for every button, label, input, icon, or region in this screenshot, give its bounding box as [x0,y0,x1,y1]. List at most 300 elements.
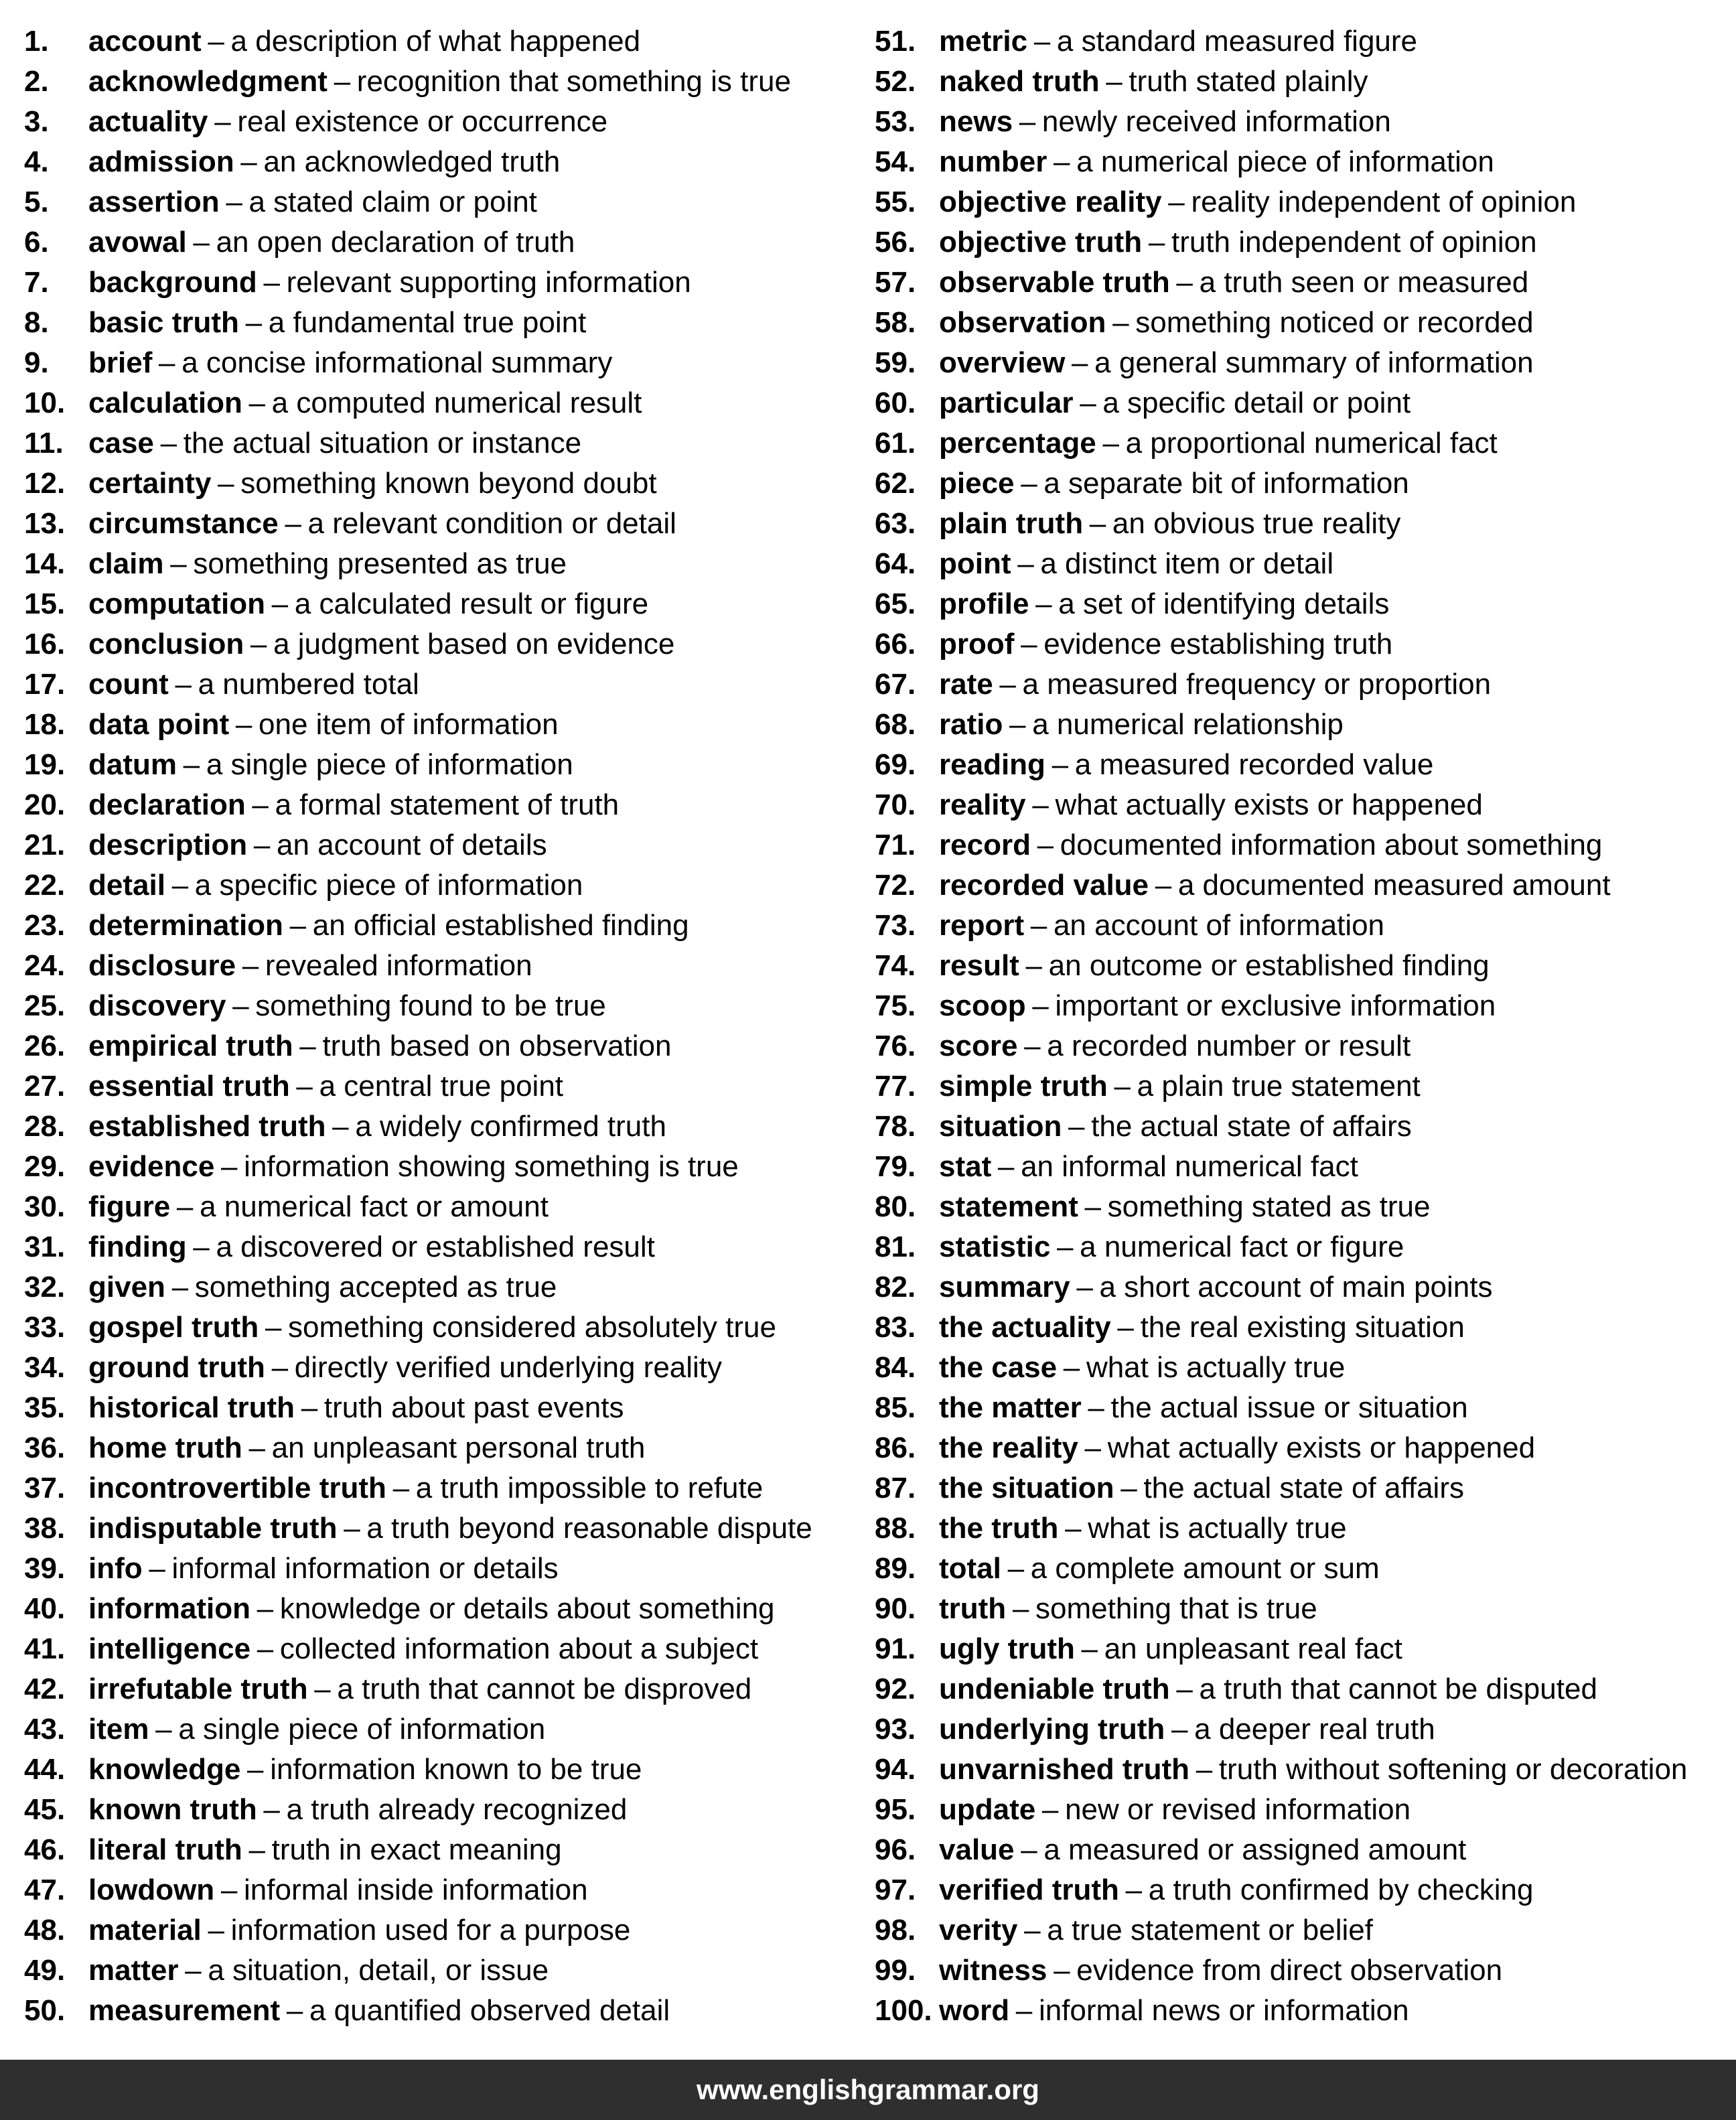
entry-text [88,142,560,182]
entry-number: 7. [24,266,49,299]
entry-term: summary [939,1271,1070,1303]
entry-number: 72. [875,869,916,902]
entry-term: determination [88,909,283,942]
entry-number: 41. [24,1632,66,1665]
entry-separator: – [1171,1713,1188,1746]
entry-definition: evidence establishing truth [1043,628,1393,660]
entry-text [939,825,1602,865]
entry-number: 22. [24,869,66,902]
word-entry [24,1508,861,1549]
entry-text [939,1107,1412,1147]
entry-definition: a measured recorded value [1074,748,1434,781]
entry-term: reading [939,748,1045,781]
left-word-list [24,21,861,2031]
word-entry [875,986,1732,1026]
word-entry [875,1187,1732,1227]
entry-text [88,1870,588,1910]
entry-definition: evidence from direct observation [1076,1954,1503,1987]
entry-separator: – [392,1472,410,1504]
word-entry [875,1910,1732,1951]
entry-separator: – [257,1632,274,1665]
entry-definition: something stated as true [1107,1190,1431,1223]
entry-definition: something noticed or recorded [1135,306,1534,339]
entry-term: known truth [88,1793,257,1826]
entry-number: 33. [24,1311,66,1344]
entry-text [939,986,1496,1026]
entry-text [88,865,583,906]
entry-definition: a single piece of information [178,1713,546,1746]
entry-term: point [939,547,1011,580]
entry-term: word [939,1994,1010,2027]
entry-separator: – [285,507,301,540]
entry-term: calculation [88,386,242,419]
entry-term: witness [939,1954,1047,1987]
entry-term: unvarnished truth [939,1753,1190,1786]
word-entry [875,504,1732,544]
entry-text [939,1227,1404,1267]
entry-term: particular [939,386,1074,419]
entry-number: 42. [24,1673,66,1705]
entry-definition: a single piece of information [206,748,573,781]
entry-separator: – [314,1673,331,1705]
entry-text [939,906,1384,946]
entry-separator: – [271,587,289,620]
entry-definition: a true statement or belief [1047,1914,1373,1947]
entry-definition: an account of details [276,829,547,861]
entry-definition: truth without softening or decoration [1218,1753,1688,1786]
entry-separator: – [1021,467,1037,500]
word-entry [24,906,861,946]
entry-term: recorded value [939,869,1149,902]
entry-separator: – [1076,1271,1093,1303]
entry-definition: the real existing situation [1140,1311,1465,1344]
entry-term: situation [939,1110,1062,1143]
entry-text [88,1147,739,1187]
entry-separator: – [344,1512,360,1545]
entry-number: 45. [24,1793,66,1826]
entry-number: 99. [875,1954,916,1987]
word-entry [24,1026,861,1066]
entry-definition: truth in exact meaning [271,1833,562,1866]
entry-term: stat [939,1150,992,1183]
entry-number: 15. [24,587,66,620]
entry-separator: – [252,788,269,821]
footer-url: www.englishgrammar.org [697,2074,1039,2105]
entry-text [88,1267,557,1308]
entry-text [88,504,676,544]
entry-definition: the actual situation or instance [183,427,582,460]
word-entry [24,102,861,142]
entry-separator: – [1176,1673,1193,1705]
entry-text [88,464,657,504]
word-entry [875,1549,1732,1589]
entry-text [939,1991,1409,2031]
entry-text [939,62,1368,102]
entry-term: indisputable truth [88,1512,338,1545]
entry-separator: – [1080,386,1096,419]
entry-definition: the actual state of affairs [1091,1110,1412,1143]
entry-separator: – [221,1150,238,1183]
entry-text [88,1589,775,1629]
entry-separator: – [159,346,175,379]
entry-definition: a quantified observed detail [309,1994,670,2027]
entry-term: news [939,105,1013,138]
entry-term: admission [88,145,234,178]
entry-text [939,624,1392,664]
entry-number: 13. [24,507,66,540]
entry-separator: – [1072,346,1088,379]
entry-definition: a short account of main points [1099,1271,1493,1303]
entry-number: 67. [875,668,916,701]
entry-definition: something considered absolutely true [288,1311,776,1344]
entry-separator: – [1021,628,1037,660]
word-entry [24,303,861,343]
entry-number: 19. [24,748,66,781]
entry-text [939,1910,1373,1951]
entry-definition: a stated claim or point [248,186,537,218]
entry-text [88,1830,562,1870]
word-entry [875,1066,1732,1107]
entry-definition: a numerical fact or amount [200,1190,549,1223]
entry-separator: – [1024,1914,1041,1947]
word-entry [875,1508,1732,1549]
entry-text [939,1187,1431,1227]
entry-definition: a formal statement of truth [275,788,620,821]
entry-number: 98. [875,1914,916,1947]
word-entry [875,1589,1732,1629]
entry-number: 63. [875,507,916,540]
entry-text [88,303,586,343]
entry-term: underlying truth [939,1713,1165,1746]
entry-text [88,1066,563,1107]
entry-definition: a set of identifying details [1058,587,1390,620]
entry-separator: – [1021,1833,1037,1866]
entry-separator: – [1084,1190,1101,1223]
entry-term: intelligence [88,1632,251,1665]
entry-separator: – [218,467,234,500]
entry-term: established truth [88,1110,326,1143]
entry-definition: informal inside information [244,1874,588,1906]
entry-definition: the actual issue or situation [1110,1391,1468,1424]
entry-text [939,1830,1466,1870]
entry-term: piece [939,467,1015,500]
entry-number: 88. [875,1512,916,1545]
word-entry [875,263,1732,303]
word-entry [875,21,1732,62]
entry-definition: revealed information [265,949,532,982]
entry-definition: a widely confirmed truth [355,1110,666,1143]
entry-text [88,1107,666,1147]
word-entry [24,504,861,544]
entry-separator: – [1088,1391,1104,1424]
entry-term: record [939,829,1031,861]
entry-separator: – [1030,909,1047,942]
entry-definition: a general summary of information [1094,346,1534,379]
entry-separator: – [1035,587,1052,620]
entry-term: evidence [88,1150,215,1183]
entry-definition: a numerical piece of information [1076,145,1494,178]
entry-text [88,1790,627,1830]
entry-number: 27. [24,1070,66,1103]
word-entry [875,946,1732,986]
entry-term: update [939,1793,1036,1826]
word-entry [24,1991,861,2031]
word-entry [875,624,1732,664]
word-entry [875,343,1732,383]
entry-separator: – [1065,1512,1082,1545]
entry-number: 51. [875,25,916,58]
entry-term: measurement [88,1994,281,2027]
entry-text [939,504,1400,544]
entry-number: 69. [875,748,916,781]
entry-separator: – [242,949,259,982]
entry-definition: real existence or occurrence [237,105,608,138]
entry-separator: – [1176,266,1193,299]
word-entry [875,664,1732,705]
word-entry [24,825,861,865]
entry-separator: – [1052,748,1069,781]
entry-text [939,584,1389,624]
entry-number: 43. [24,1713,66,1746]
entry-number: 23. [24,909,66,942]
entry-number: 52. [875,65,916,98]
entry-definition: a plain true statement [1137,1070,1421,1103]
entry-term: score [939,1030,1018,1062]
entry-number: 26. [24,1030,66,1062]
entry-term: total [939,1552,1001,1585]
entry-separator: – [248,386,265,419]
entry-term: objective reality [939,186,1162,218]
entry-separator: – [1054,145,1070,178]
entry-number: 44. [24,1753,66,1786]
entry-number: 28. [24,1110,66,1143]
entry-number: 17. [24,668,66,701]
entry-number: 86. [875,1431,916,1464]
entry-separator: – [289,909,307,942]
entry-text [939,1549,1380,1589]
entry-text [939,1750,1687,1790]
word-entry [875,464,1732,504]
word-entry [24,1709,861,1750]
entry-separator: – [1054,1954,1070,1987]
entry-number: 30. [24,1190,66,1223]
entry-term: truth [939,1592,1007,1625]
entry-number: 62. [875,467,916,500]
entry-definition: a situation, detail, or issue [208,1954,549,1987]
entry-number: 82. [875,1271,916,1303]
entry-separator: – [1009,708,1026,741]
entry-text [939,1066,1421,1107]
entry-number: 84. [875,1351,916,1384]
entry-text [88,423,581,464]
entry-text [88,1026,671,1066]
entry-term: computation [88,587,265,620]
word-entry [24,785,861,825]
entry-separator: – [1068,1110,1085,1143]
word-entry [875,1348,1732,1388]
entry-text [88,1549,559,1589]
entry-text [88,222,575,263]
entry-definition: a proportional numerical fact [1125,427,1498,460]
entry-separator: – [235,708,252,741]
entry-text [939,544,1333,584]
entry-separator: – [1155,869,1172,902]
entry-definition: a central true point [319,1070,564,1103]
entry-number: 40. [24,1592,66,1625]
entry-number: 96. [875,1833,916,1866]
entry-definition: a specific detail or point [1102,386,1411,419]
word-entry [875,1308,1732,1348]
entry-text [939,21,1417,62]
entry-term: essential truth [88,1070,290,1103]
entry-number: 9. [24,346,49,379]
entry-text [88,1629,758,1669]
entry-text [88,1348,722,1388]
entry-term: proof [939,628,1015,660]
entry-number: 14. [24,547,66,580]
entry-text [88,1468,763,1508]
word-entry [24,1669,861,1709]
entry-text [939,303,1534,343]
entry-separator: – [1032,989,1049,1022]
entry-text [939,182,1576,222]
entry-number: 25. [24,989,66,1022]
entry-number: 35. [24,1391,66,1424]
entry-number: 11. [24,427,64,460]
entry-term: simple truth [939,1070,1108,1103]
entry-separator: – [299,1030,316,1062]
word-entry [24,705,861,745]
entry-separator: – [149,1552,165,1585]
entry-definition: a concise informational summary [182,346,613,379]
entry-definition: informal news or information [1038,1994,1409,2027]
entry-separator: – [1056,1230,1074,1263]
entry-number: 71. [875,829,916,861]
entry-text [88,383,642,423]
entry-separator: – [1084,1431,1102,1464]
entry-term: percentage [939,427,1096,460]
entry-separator: – [220,1874,238,1906]
entry-term: brief [88,346,153,379]
entry-number: 55. [875,186,916,218]
entry-separator: – [183,748,200,781]
entry-definition: collected information about a subject [279,1632,759,1665]
entry-separator: – [1012,1592,1029,1625]
entry-separator: – [271,1351,289,1384]
entry-separator: – [1063,1351,1080,1384]
entry-separator: – [301,1391,318,1424]
entry-text [88,544,567,584]
entry-term: ground truth [88,1351,265,1384]
entry-term: statement [939,1190,1078,1223]
word-entry [24,1910,861,1951]
entry-text [88,946,532,986]
entry-separator: – [253,829,271,861]
entry-term: conclusion [88,628,244,660]
word-entry [24,1187,861,1227]
entry-text [88,1388,624,1428]
entry-term: metric [939,25,1028,58]
entry-definition: what is actually true [1086,1351,1346,1384]
entry-number: 64. [875,547,916,580]
word-entry [24,222,861,263]
word-entry [24,745,861,785]
entry-text [939,865,1611,906]
entry-separator: – [1114,1070,1131,1103]
entry-text [939,1709,1435,1750]
entry-definition: one item of information [259,708,559,741]
entry-definition: an official established finding [312,909,689,942]
entry-number: 70. [875,788,916,821]
entry-text [939,745,1433,785]
entry-definition: an informal numerical fact [1021,1150,1358,1183]
entry-number: 90. [875,1592,916,1625]
entry-term: count [88,668,169,701]
entry-term: undeniable truth [939,1673,1170,1705]
entry-number: 32. [24,1271,66,1303]
entry-definition: something that is true [1035,1592,1317,1625]
entry-definition: something known beyond doubt [240,467,657,500]
entry-term: the case [939,1351,1058,1384]
entry-term: literal truth [88,1833,242,1866]
entry-text [88,1951,549,1991]
entry-term: item [88,1713,149,1746]
entry-definition: information known to be true [270,1753,642,1786]
entry-number: 94. [875,1753,916,1786]
entry-number: 73. [875,909,916,942]
entry-definition: the actual state of affairs [1143,1472,1464,1504]
entry-definition: a standard measured figure [1056,25,1418,58]
entry-number: 87. [875,1472,916,1504]
entry-separator: – [286,1994,303,2027]
entry-number: 49. [24,1954,66,1987]
entry-number: 18. [24,708,66,741]
entry-number: 21. [24,829,66,861]
entry-text [88,624,674,664]
word-entry [875,1428,1732,1468]
entry-text [939,785,1483,825]
entry-separator: – [263,266,280,299]
entry-text [939,1951,1502,1991]
entry-number: 91. [875,1632,916,1665]
entry-term: objective truth [939,226,1143,259]
word-entry [875,544,1732,584]
entry-text [88,102,607,142]
entry-number: 78. [875,1110,916,1143]
entry-text [939,664,1491,705]
word-entry [875,785,1732,825]
entry-term: scoop [939,989,1026,1022]
entry-term: gospel truth [88,1311,259,1344]
entry-number: 93. [875,1713,916,1746]
entry-text [88,1508,812,1549]
entry-text [939,383,1410,423]
word-entry [875,1147,1732,1187]
site-footer [0,2060,1736,2120]
entry-text [88,825,547,865]
entry-number: 34. [24,1351,66,1384]
entry-term: figure [88,1190,171,1223]
word-entry [24,383,861,423]
entry-definition: a distinct item or detail [1040,547,1334,580]
entry-term: data point [88,708,230,741]
entry-term: report [939,909,1025,942]
entry-definition: an outcome or established finding [1048,949,1490,982]
entry-term: lowdown [88,1874,215,1906]
entry-term: plain truth [939,507,1084,540]
entry-separator: – [208,25,224,58]
entry-text [88,584,648,624]
